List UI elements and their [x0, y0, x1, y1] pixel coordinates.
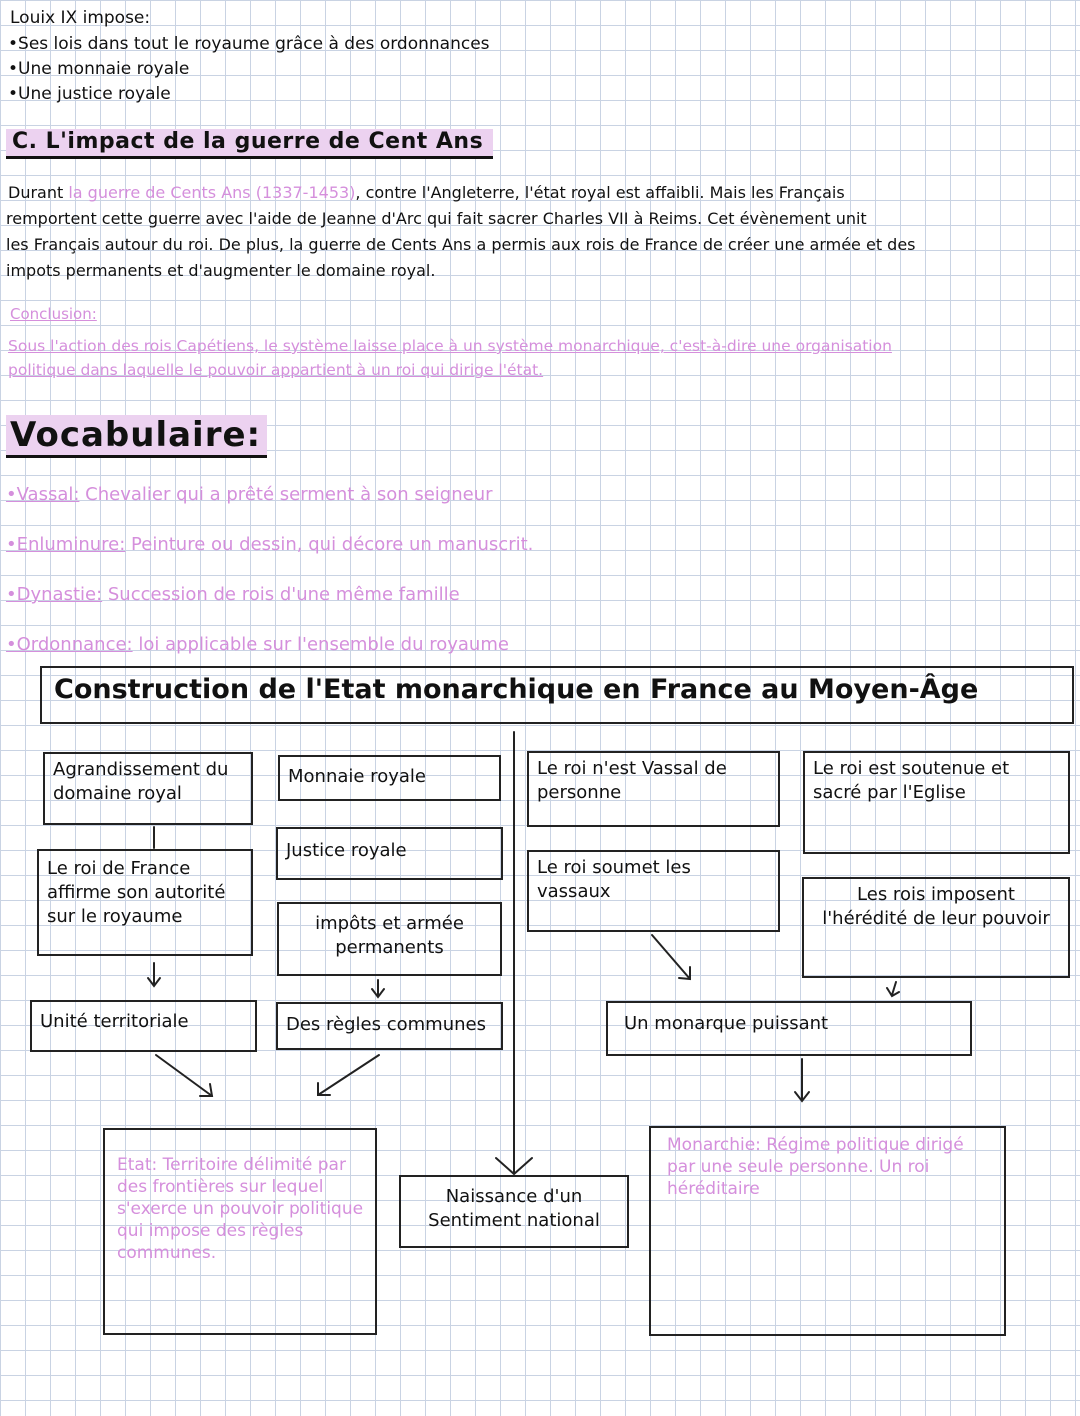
diag-arrow-soumet	[652, 935, 690, 979]
box-roi-affirme: Le roi de France affirme son autorité sur le royaume	[37, 849, 253, 956]
intro-bullet-1: •Ses lois dans tout le royaume grâce à des ordonnances	[8, 34, 490, 54]
box-heredite: Les rois imposent l'hérédité de leur pouvoir	[802, 877, 1070, 978]
intro-bullet-2: •Une monnaie royale	[8, 59, 190, 79]
box-roi-vassal: Le roi n'est Vassal de personne	[527, 751, 780, 827]
box-roi-soutenu: Le roi est soutenue et sacré par l'Eglise	[803, 751, 1070, 854]
box-naissance-sentiment: Naissance d'un Sentiment national	[399, 1175, 629, 1248]
vocab-def: Peinture ou dessin, qui décore un manuscrit.	[125, 534, 534, 555]
vocab-def: Chevalier qui a prêté serment à son seigneur	[79, 484, 493, 505]
diagram-title: Construction de l'Etat monarchique en France au Moyen-Âge	[40, 666, 1074, 724]
box-monarque-puissant: Un monarque puissant	[606, 1001, 972, 1056]
conclusion-line-1: Sous l'action des rois Capétiens, le système laisse place à un système monarchique, c'est-à-dire une organisation	[8, 337, 892, 355]
section-c-line-4: impots permanents et d'augmenter le domaine royal.	[6, 261, 436, 280]
vocab-term: •Dynastie:	[6, 584, 103, 605]
box-unite-territoriale: Unité territoriale	[30, 1000, 257, 1052]
diag-arrow-unite	[156, 1055, 212, 1096]
section-c-heading: C. L'impact de la guerre de Cent Ans	[6, 129, 493, 159]
vocab-term: •Vassal:	[6, 484, 80, 505]
box-monarchie-definition: Monarchie: Régime politique dirigé par une seule personne. Un roi héréditaire	[649, 1126, 1006, 1336]
conclusion-line-2: politique dans laquelle le pouvoir appartient à un roi qui dirige l'état.	[8, 361, 544, 379]
box-impots: impôts et armée permanents	[277, 902, 502, 976]
box-roi-soumet: Le roi soumet les vassaux	[527, 850, 780, 932]
vocab-def: Succession de rois d'une même famille	[102, 584, 460, 605]
section-c-line-3: les Français autour du roi. De plus, la guerre de Cents Ans a permis aux rois de France de créer une armée et des	[6, 235, 916, 254]
section-c-line-2: remportent cette guerre avec l'aide de Jeanne d'Arc qui fait sacrer Charles VII à Reims. Cet évènement unit	[6, 209, 867, 228]
box-justice-royale: Justice royale	[276, 827, 503, 880]
vocab-def: loi applicable sur l'ensemble du royaume	[132, 634, 509, 655]
box-regles-communes: Des règles communes	[276, 1002, 503, 1050]
intro-title: Louix IX impose:	[10, 8, 151, 28]
intro-bullet-3: •Une justice royale	[8, 84, 171, 104]
vocabulaire-title: Vocabulaire:	[6, 415, 267, 458]
diag-arrow-regles	[318, 1055, 379, 1095]
conclusion-label: Conclusion:	[10, 305, 97, 323]
box-monnaie-royale: Monnaie royale	[278, 755, 501, 801]
para-pink: la guerre de Cents Ans (1337-1453)	[68, 183, 356, 202]
vocab-term: •Enluminure:	[6, 534, 126, 555]
para-start: Durant	[8, 183, 69, 202]
para-rest: , contre l'Angleterre, l'état royal est affaibli. Mais les Français	[355, 183, 845, 202]
vocab-term: •Ordonnance:	[6, 634, 133, 655]
box-agrandissement: Agrandissement du domaine royal	[43, 752, 253, 825]
box-etat-definition: Etat: Territoire délimité par des frontières sur lequel s'exerce un pouvoir politique qui impose des règles communes.	[103, 1128, 377, 1335]
